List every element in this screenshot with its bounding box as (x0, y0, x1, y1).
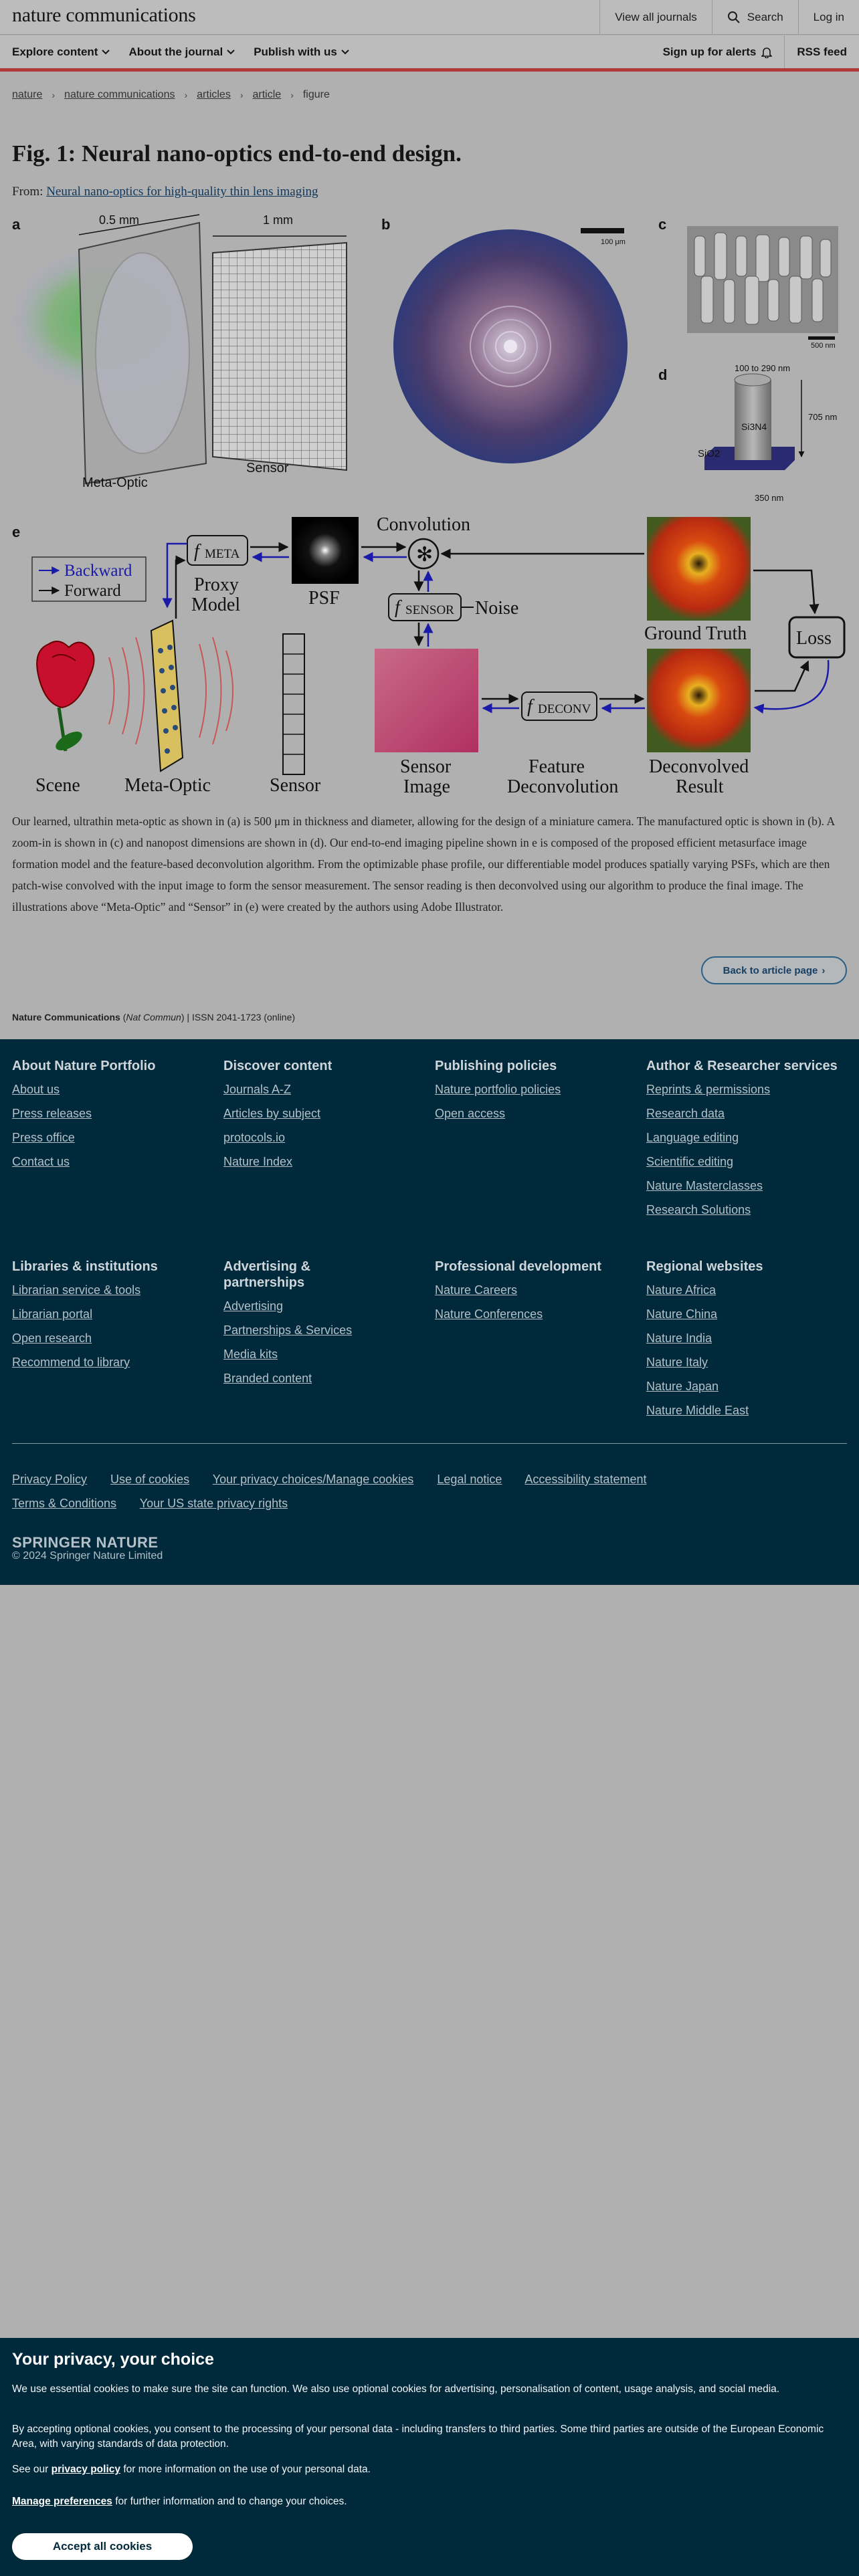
cookie-title: Your privacy, your choice (12, 2350, 214, 2369)
panel-c-scale: 500 nm (811, 342, 836, 350)
footer-link[interactable]: Nature Conferences (435, 1307, 543, 1321)
feature-deconv-label-2: Deconvolution (507, 776, 619, 797)
us-privacy-rights-link[interactable]: Your US state privacy rights (139, 1497, 288, 1510)
footer-link[interactable]: Press releases (12, 1107, 92, 1120)
footer-link[interactable]: Media kits (223, 1348, 278, 1361)
feature-deconv-label-1: Feature (529, 756, 585, 777)
footer-link[interactable]: protocols.io (223, 1131, 286, 1144)
chevron-right-icon: › (184, 90, 188, 100)
cookie-text-1: We use essential cookies to make sure the site can function. We also use optional cookies for advertising, personalisation of content, usage analysis, and social media. (12, 2383, 780, 2395)
search-label: Search (747, 11, 783, 23)
figure-title: Fig. 1: Neural nano-optics end-to-end design. (12, 140, 462, 167)
footer-heading: Regional websites (646, 1259, 763, 1274)
breadcrumb-article[interactable]: article (252, 89, 282, 100)
privacy-policy-inline-link[interactable]: privacy policy (51, 2464, 120, 2475)
footer-heading: Advertising & partnerships (223, 1259, 311, 1290)
footer-heading: Professional development (435, 1259, 601, 1274)
footer-column-discover (223, 1058, 424, 1178)
footer-link[interactable]: Nature Middle East (646, 1404, 749, 1417)
psf-label: PSF (308, 588, 340, 609)
f-sensor-f: f (395, 597, 400, 618)
cookie-text-2: By accepting optional cookies, you consent to the processing of your personal data - including transfers to third parties. Some third parties are outside of the European Economic Area, with varying standards of data protection. (12, 2424, 824, 2450)
footer-link[interactable]: Open access (435, 1107, 506, 1120)
from-prefix: From: (12, 185, 43, 199)
manage-cookies-link[interactable]: Your privacy choices/Manage cookies (212, 1473, 414, 1486)
footer-link[interactable]: About us (12, 1083, 60, 1096)
footer-link[interactable]: Nature Careers (435, 1283, 518, 1297)
footer-link[interactable]: Librarian portal (12, 1307, 93, 1321)
menu-about-journal[interactable] (128, 45, 235, 59)
alerts-label: Sign up for alerts (662, 45, 757, 58)
legend-forward: Forward (64, 582, 121, 600)
footer-heading: Author & Researcher services (646, 1059, 838, 1073)
sensor-image-label-1: Sensor (400, 756, 452, 777)
footer-link[interactable]: Scientific editing (646, 1155, 734, 1168)
noise-label: Noise (475, 598, 519, 619)
panel-d-top: 100 to 290 nm (735, 363, 791, 373)
rss-feed-link[interactable]: RSS feed (784, 35, 859, 68)
psf-image (292, 517, 359, 584)
panel-c-scale-bar (808, 336, 835, 340)
f-deconv-f: f (527, 696, 533, 717)
menu-about-label: About the journal (128, 45, 223, 58)
legal-notice-link[interactable]: Legal notice (437, 1473, 502, 1486)
deconvolved-result-image (647, 649, 751, 752)
footer-column-policies (435, 1058, 636, 1130)
panel-d-height: 705 nm (808, 412, 838, 422)
menu-publish-with-us[interactable] (254, 45, 349, 59)
panel-b-label: b (381, 216, 391, 233)
meta-optic-label: Meta-Optic (124, 775, 211, 796)
panel-a-sensor: Sensor (246, 461, 289, 475)
footer-link[interactable]: Research data (646, 1107, 725, 1120)
footer-heading: Publishing policies (435, 1059, 557, 1073)
footer-link[interactable]: Nature Africa (646, 1283, 717, 1297)
legend-backward: Backward (64, 562, 132, 580)
footer-column-author-services (646, 1058, 847, 1226)
chevron-down-icon (227, 49, 235, 55)
issn-line: Nature Communications (Nat Commun) | ISSN 2041-1723 (online) (12, 1012, 296, 1023)
menu-right (651, 35, 859, 68)
source-article-link[interactable]: Neural nano-optics for high-quality thin lens imaging (46, 185, 318, 199)
footer-link[interactable]: Contact us (12, 1155, 70, 1168)
footer-column-regional (646, 1259, 847, 1427)
footer-link[interactable]: Nature Japan (646, 1380, 719, 1393)
sensor-element (283, 634, 304, 774)
svg-text:✻: ✻ (416, 544, 434, 566)
issn-journal: Nature Communications (12, 1012, 120, 1023)
breadcrumb-figure: figure (302, 89, 330, 100)
chevron-right-icon: › (290, 90, 294, 100)
back-to-article-button[interactable] (701, 956, 847, 984)
cookie-text-3-post: for more information on the use of your personal data. (123, 2464, 371, 2475)
footer-link[interactable]: Branded content (223, 1372, 312, 1385)
accessibility-link[interactable]: Accessibility statement (524, 1473, 647, 1486)
footer-link[interactable]: Nature India (646, 1331, 712, 1345)
panel-a-meta-optic: Meta-Optic (82, 475, 148, 490)
footer-divider (12, 1443, 847, 1444)
panel-d-label: d (658, 366, 668, 383)
metalens-rings (96, 253, 189, 453)
footer-link[interactable]: Research Solutions (646, 1203, 751, 1216)
bell-icon (761, 46, 772, 58)
journal-logo[interactable]: nature communications (12, 4, 196, 26)
top-nav (599, 0, 859, 35)
terms-link[interactable]: Terms & Conditions (12, 1497, 117, 1510)
footer-link[interactable]: Open research (12, 1331, 92, 1345)
rose-scene (37, 641, 94, 754)
cookie-banner (0, 2338, 859, 2576)
panel-d-pillar: Si3N4 (741, 421, 767, 432)
footer-link[interactable]: Nature China (646, 1307, 718, 1321)
panel-a-dim2: 1 mm (263, 213, 293, 227)
menu-publish-label: Publish with us (254, 45, 337, 58)
accept-all-cookies-button[interactable]: Accept all cookies (12, 2533, 193, 2560)
chevron-down-icon (102, 49, 110, 55)
nanopillar (735, 380, 771, 460)
sensor-image (375, 649, 478, 752)
f-sensor-sub: SENSOR (405, 603, 454, 617)
chevron-down-icon (341, 49, 349, 55)
chevron-right-icon: › (240, 90, 244, 100)
footer-column-about (12, 1058, 213, 1178)
breadcrumb (12, 89, 330, 101)
footer-link[interactable]: Nature Italy (646, 1356, 708, 1369)
cookie-text-3-pre: See our (12, 2464, 49, 2475)
panel-b-scale: 100 μm (601, 238, 626, 246)
issn-separator: | (187, 1012, 190, 1023)
footer-heading: About Nature Portfolio (12, 1059, 156, 1073)
panel-d-substrate: SiO2 (698, 448, 721, 459)
footer-link[interactable]: Nature Masterclasses (646, 1179, 763, 1192)
footer-column-professional (435, 1259, 636, 1331)
footer-column-advertising (223, 1259, 377, 1395)
top-header (0, 0, 859, 35)
breadcrumb-articles[interactable]: articles (197, 89, 231, 100)
footer-heading: Discover content (223, 1059, 332, 1073)
f-deconv-sub: DECONV (538, 702, 591, 716)
deconvolved-label-1: Deconvolved (649, 756, 749, 777)
deconvolved-label-2: Result (676, 776, 724, 797)
chevron-right-icon: › (52, 90, 56, 100)
footer-link[interactable]: Nature Index (223, 1155, 293, 1168)
footer-heading: Libraries & institutions (12, 1259, 158, 1274)
f-meta-f: f (194, 541, 199, 562)
panel-b-scale-bar (581, 228, 624, 233)
footer-link[interactable]: Advertising (223, 1299, 284, 1313)
footer-link[interactable]: Press office (12, 1131, 75, 1144)
footer-link[interactable]: Journals A-Z (223, 1083, 292, 1096)
footer-column-libraries (12, 1259, 213, 1379)
proxy-model-1: Proxy (194, 574, 239, 595)
footer-legal-links (12, 1467, 847, 1515)
sign-up-alerts-button[interactable] (651, 35, 785, 68)
sensor-image-label-2: Image (403, 776, 450, 797)
figure-image (12, 209, 848, 811)
panel-a-dim1: 0.5 mm (99, 213, 140, 227)
issn-number: ISSN 2041-1723 (online) (191, 1012, 296, 1023)
breadcrumb-nature-communications[interactable]: nature communications (64, 89, 175, 100)
main-menu-bar (0, 35, 859, 72)
copyright: © 2024 Springer Nature Limited (12, 1550, 163, 1562)
sensor-grid (213, 243, 347, 470)
footer-link[interactable]: Nature portfolio policies (435, 1083, 561, 1096)
f-meta-sub: META (205, 547, 240, 561)
footer-link[interactable]: Recommend to library (12, 1356, 130, 1369)
main-menu (12, 35, 349, 68)
sensor-label: Sensor (270, 775, 321, 796)
footer-link[interactable]: Reprints & permissions (646, 1083, 771, 1096)
panel-e-label: e (12, 524, 21, 540)
manage-preferences-link[interactable]: Manage preferences (12, 2496, 112, 2507)
footer-link[interactable]: Partnerships & Services (223, 1323, 353, 1337)
cookie-text-4-post: for further information and to change your choices. (115, 2496, 347, 2507)
cookie-text-4 (12, 2494, 842, 2509)
figure-source (12, 185, 318, 199)
issn-abbrev: Nat Commun (126, 1012, 181, 1023)
view-all-journals-link[interactable]: View all journals (599, 0, 712, 35)
panel-d-width: 350 nm (755, 493, 784, 503)
menu-explore-label: Explore content (12, 45, 98, 58)
springer-nature-logo[interactable]: SPRINGER NATURE (12, 1534, 159, 1551)
loss-label: Loss (796, 628, 832, 649)
footer-link[interactable]: Articles by subject (223, 1107, 321, 1120)
panel-c-label: c (658, 216, 667, 233)
login-link[interactable]: Log in (798, 0, 859, 35)
proxy-model-2: Model (191, 595, 241, 615)
menu-explore-content[interactable] (12, 45, 110, 59)
footer-link[interactable]: Librarian service & tools (12, 1283, 141, 1297)
convolution-label: Convolution (377, 514, 471, 535)
cookie-text-3 (12, 2462, 842, 2477)
footer-link[interactable]: Language editing (646, 1131, 739, 1144)
ground-truth-label: Ground Truth (644, 623, 747, 644)
panel-a-label: a (12, 216, 21, 233)
figure-caption: Our learned, ultrathin meta-optic as shown in (a) is 500 μm in thickness and diameter, allowing for the design of a miniature camera. The manufactured optic is shown in (b). A zoom-in is shown in (c) and nanopost dimensions are shown in (d). Our end-to-end imaging pipeline shown in e is composed of the proposed efficient metasurface image formation model and the feature-based deconvolution algorithm. From the optimizable phase profile, our differentiable model produces spatially varying PSFs, which are then patch-wise convolved with the input image to form the sensor measurement. The sensor reading is then deconvolved using our algorithm to produce the final image. The illustrations above “Meta-Optic” and “Sensor” in (e) were created by the authors using Adobe Illustrator. (12, 815, 835, 914)
privacy-policy-link[interactable]: Privacy Policy (12, 1473, 88, 1486)
ground-truth-image (647, 517, 751, 621)
search-icon (727, 11, 741, 24)
back-button-label: Back to article page (723, 964, 818, 976)
search-button[interactable] (712, 0, 798, 35)
chevron-right-icon: › (822, 964, 826, 976)
scene-label: Scene (35, 775, 80, 796)
use-of-cookies-link[interactable]: Use of cookies (110, 1473, 190, 1486)
breadcrumb-nature[interactable]: nature (12, 89, 43, 100)
